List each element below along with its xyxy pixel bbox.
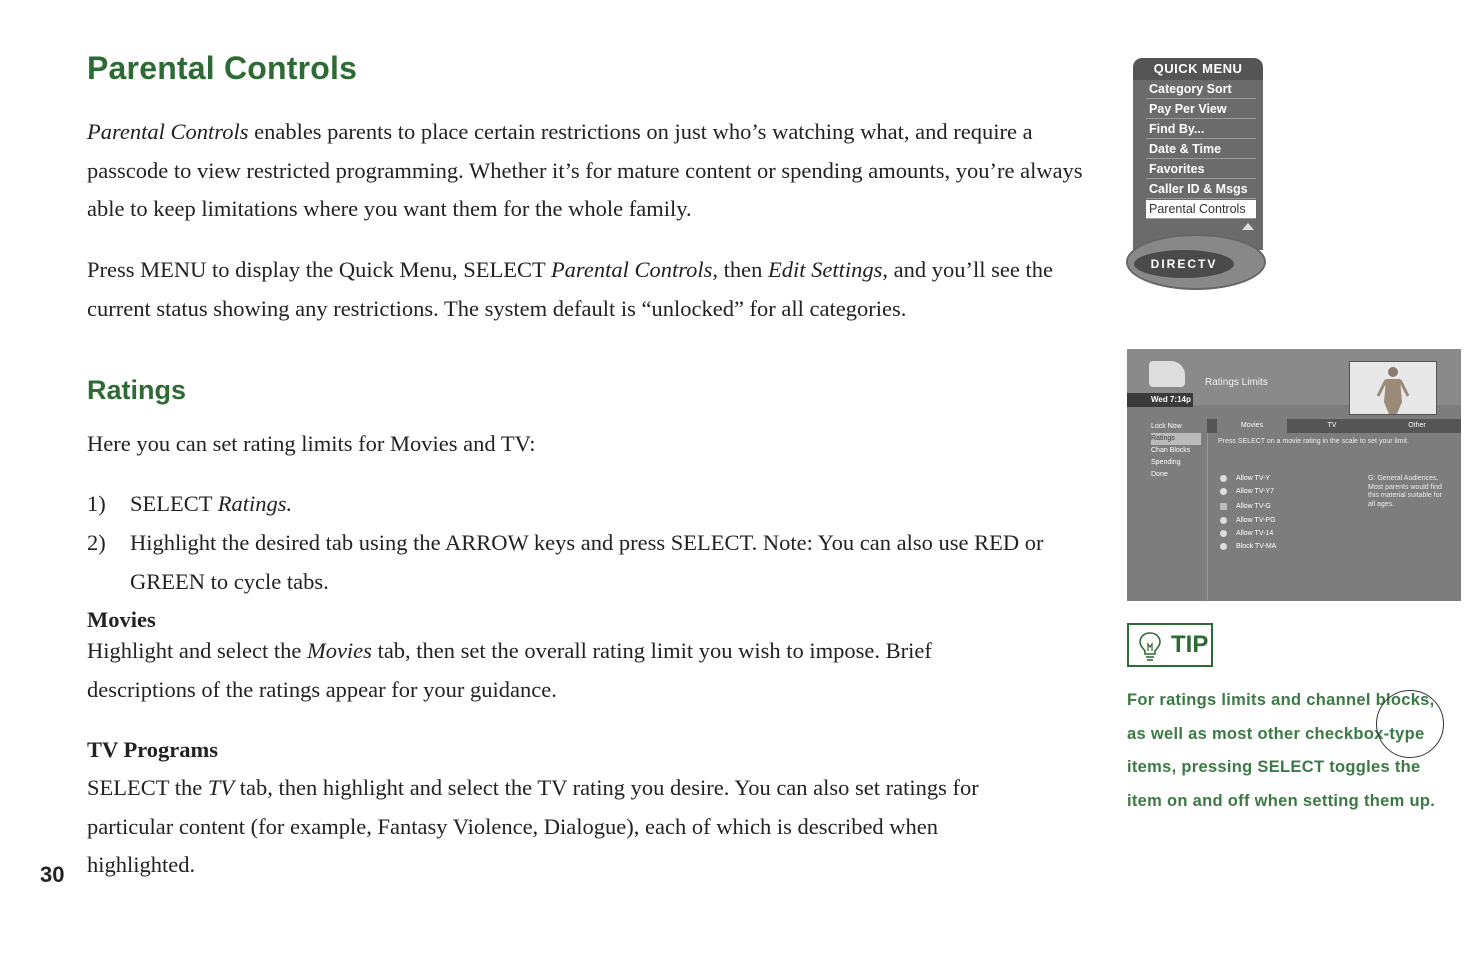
screen-nav [1151, 421, 1201, 481]
intro-paragraph [87, 113, 1087, 229]
intro-term: Parental Controls [87, 119, 249, 144]
tab-movies: Movies [1217, 419, 1287, 433]
instructions-em-edit: Edit Settings [768, 257, 883, 282]
quick-menu-item: Favorites [1146, 160, 1256, 179]
quick-menu-illustration [1126, 58, 1268, 290]
ratings-heading: Ratings [87, 375, 187, 405]
rating-option-label: Allow TV-14 [1236, 530, 1274, 537]
tip-label: TIP [1171, 631, 1209, 658]
rating-option-label: Allow TV-Y [1236, 475, 1271, 482]
scroll-up-arrow-icon [1242, 223, 1254, 230]
directv-logo-oval [1126, 234, 1266, 290]
screen-time: Wed 7:14p [1127, 393, 1193, 407]
movies-text-b: tab, then set the overall rating limit you wish to impose. Brief descriptions of the ratings appear for your guidance. [87, 638, 932, 702]
person-silhouette-icon [1350, 362, 1436, 414]
instructions-text-b: then [718, 257, 769, 282]
rating-option [1220, 515, 1276, 527]
screen-nav-item: Lock Now [1151, 423, 1182, 430]
screen-nav-item: Chan Blocks [1151, 447, 1191, 454]
screen-panel [1207, 433, 1461, 601]
screen-title: Ratings Limits [1205, 377, 1268, 388]
directv-logo-icon [1149, 361, 1185, 387]
step-text: Highlight the desired tab using the ARROW keys and press SELECT. Note: You can also use RED or GREEN to cycle tabs. [130, 530, 1044, 594]
screen-nav-item: Done [1151, 471, 1168, 478]
page-title: Parental Controls [87, 50, 358, 86]
rating-option [1220, 473, 1270, 485]
screen-nav-item-selected: Ratings [1151, 433, 1201, 445]
list-item [87, 485, 1087, 525]
tv-heading: TV Programs [87, 737, 219, 762]
screen-nav-item: Spending [1151, 459, 1181, 466]
tv-text-a: SELECT the [87, 775, 208, 800]
quick-menu-item: Pay Per View [1146, 100, 1256, 119]
rating-option-label: Allow TV-G [1236, 503, 1271, 510]
rating-description: G: General Audiences. Most parents would find this material suitable for all ages. [1368, 475, 1442, 508]
directv-logo: DIRECTV [1134, 250, 1234, 278]
decorative-circle [1376, 690, 1444, 758]
quick-menu-header: QUICK MENU [1133, 58, 1263, 80]
rating-option [1220, 501, 1271, 513]
selected-radio-icon [1220, 503, 1227, 510]
tip-box [1127, 623, 1213, 667]
tab-other: Other [1408, 422, 1426, 429]
tv-em: TV [207, 775, 235, 800]
preview-photo [1349, 361, 1437, 415]
ratings-screen-illustration [1127, 349, 1461, 601]
step-number: 1) [87, 491, 106, 516]
instructions-paragraph [87, 251, 1087, 328]
radio-icon [1220, 517, 1227, 524]
quick-menu-item: Caller ID & Msgs [1146, 180, 1256, 199]
list-item [87, 524, 1087, 604]
tv-paragraph [87, 769, 1032, 885]
radio-icon [1220, 530, 1227, 537]
radio-icon [1220, 543, 1227, 550]
quick-menu-item: Date & Time [1146, 140, 1256, 159]
rating-option [1220, 486, 1274, 498]
tab-tv: TV [1327, 422, 1337, 429]
movies-em: Movies [306, 638, 372, 663]
movies-heading: Movies [87, 607, 156, 632]
lightbulb-icon [1137, 631, 1163, 661]
rating-option [1220, 528, 1273, 540]
step-em: Ratings. [217, 491, 293, 516]
quick-menu-item-selected: Parental Controls [1146, 200, 1256, 219]
ratings-lead: Here you can set rating limits for Movies and TV: [87, 431, 536, 456]
movies-text-a: Highlight and select the [87, 638, 307, 663]
intro-text: enables parents to place certain restrictions on just who’s watching what, and require a passcode to view restricted programming. Whether it’s for mature content or spending amounts, you’re always able to keep limitations where you want them for the whole family. [87, 119, 1083, 221]
radio-icon [1220, 475, 1227, 482]
rating-option-label: Block TV-MA [1236, 543, 1277, 550]
screen-tabs [1207, 419, 1461, 433]
step-text: SELECT [130, 491, 218, 516]
tv-text-b: tab, then highlight and select the TV rating you desire. You can also set ratings for particular content (for example, Fantasy Violence, Dialogue), each of which is described when highlighted. [87, 775, 979, 877]
quick-menu-item: Find By... [1146, 120, 1256, 139]
rating-option [1220, 541, 1276, 553]
step-number: 2) [87, 530, 106, 555]
rating-option-label: Allow TV-Y7 [1236, 488, 1274, 495]
screen-instruction: Press SELECT on a movie rating in the scale to set your limit. [1218, 438, 1409, 445]
radio-icon [1220, 488, 1227, 495]
tip-text: For ratings limits and channel blocks, as well as most other checkbox-type items, pressing SELECT toggles the item on and off when setting them up. [1127, 691, 1436, 810]
instructions-text-a: Press MENU to display the Quick Menu, SELECT [87, 257, 551, 282]
instructions-text-c: , and you’ll see the current status showing any restrictions. The system default is “unlocked” for all categories. [87, 257, 1053, 321]
quick-menu-item: Category Sort [1146, 80, 1256, 99]
instructions-em-parental: Parental Controls, [550, 257, 719, 282]
movies-paragraph [87, 632, 1017, 709]
rating-option-label: Allow TV-PG [1236, 517, 1276, 524]
page-number: 30 [40, 862, 65, 887]
